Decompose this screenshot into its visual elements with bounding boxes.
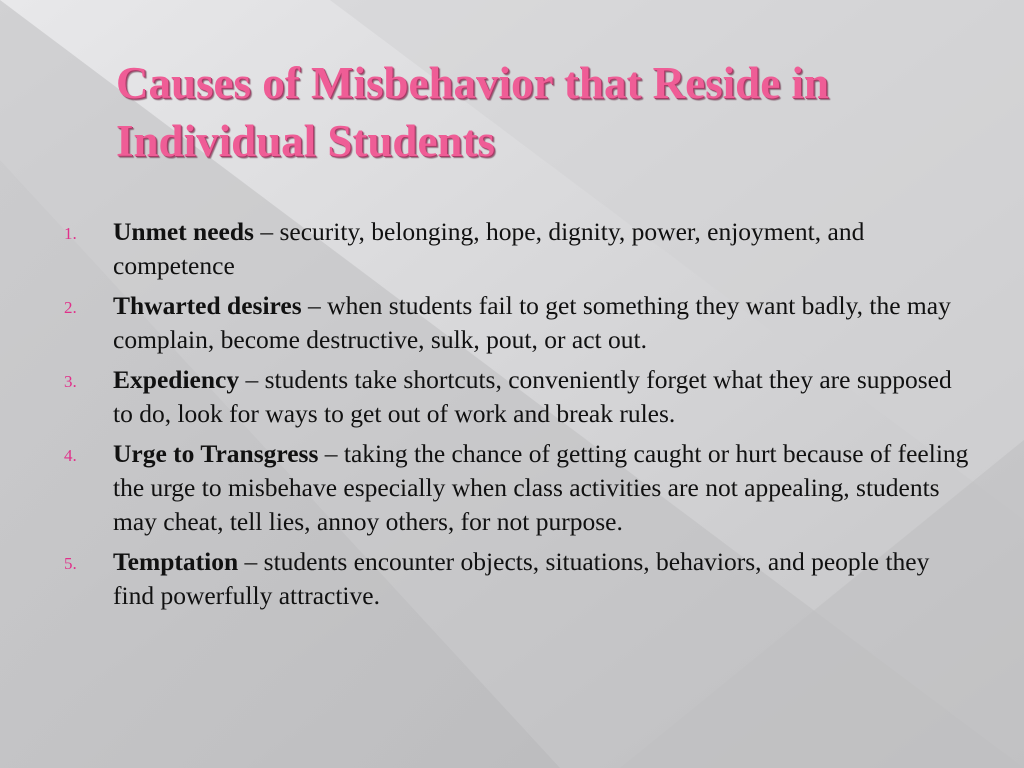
item-number: 5. xyxy=(64,554,77,573)
item-description: – students encounter objects, situations, behaviors, and people they find powerfully attractive. xyxy=(113,547,930,610)
item-term: Thwarted desires xyxy=(113,291,302,320)
item-term: Temptation xyxy=(113,547,239,576)
slide-title: Causes of Misbehavior that Reside in Individual Students xyxy=(116,58,829,166)
item-description: – security, belonging, hope, dignity, power, enjoyment, and competence xyxy=(113,217,865,280)
list-item xyxy=(64,437,974,539)
item-term: Urge to Transgress xyxy=(113,439,319,468)
causes-list xyxy=(64,215,974,619)
list-item xyxy=(64,363,974,431)
list-item xyxy=(64,215,974,283)
item-description: – students take shortcuts, conveniently forget what they are supposed to do, look for ways to get out of work and break rules. xyxy=(113,365,952,428)
item-term: Expediency xyxy=(113,365,240,394)
item-number: 3. xyxy=(64,372,77,391)
item-number: 1. xyxy=(64,224,77,243)
item-number: 4. xyxy=(64,446,77,465)
item-description: – when students fail to get something they want badly, the may complain, become destructive, sulk, pout, or act out. xyxy=(113,291,951,354)
item-number: 2. xyxy=(64,298,77,317)
item-term: Unmet needs xyxy=(113,217,254,246)
list-item xyxy=(64,289,974,357)
item-description: – taking the chance of getting caught or hurt because of feeling the urge to misbehave especially when class activities are not appealing, students may cheat, tell lies, annoy others, for not purpose. xyxy=(113,439,969,536)
list-item xyxy=(64,545,974,613)
